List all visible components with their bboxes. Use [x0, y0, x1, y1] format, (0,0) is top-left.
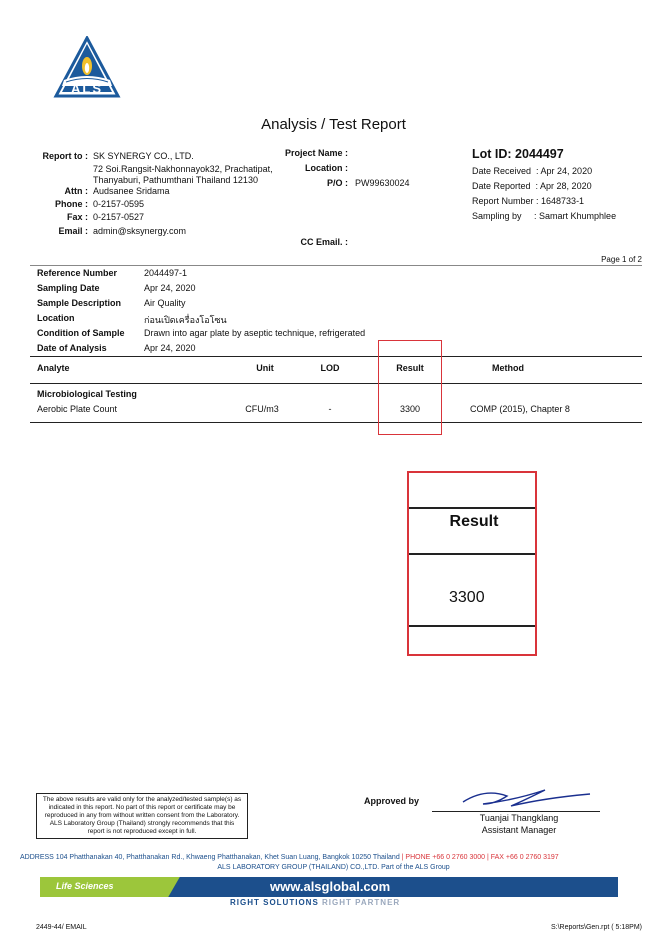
- location-info-value: ก่อนเปิดเครื่องโอโซน: [144, 315, 227, 325]
- zoom-result-value: 3300: [449, 589, 485, 606]
- logo-text: ALS: [71, 81, 103, 96]
- disclaimer-line: ALS Laboratory Group (Thailand) strongly recommends that this: [49, 820, 235, 827]
- analyte-value: Aerobic Plate Count: [37, 404, 118, 414]
- location-label: Location :: [305, 163, 348, 173]
- po-value: PW99630024: [355, 178, 410, 188]
- report-to-address1: 72 Soi.Rangsit-Nakhonnayok32, Prachatipat,: [93, 164, 273, 174]
- approver-name: Tuanjai Thangklang: [479, 813, 559, 823]
- zoom-line: [409, 625, 535, 627]
- disclaimer-line: report is not reproduced except in full.: [87, 828, 197, 835]
- als-logo: [52, 36, 122, 100]
- sampling-date-label: Sampling Date: [37, 283, 100, 293]
- condition-value: Drawn into agar plate by aseptic technique, refrigerated: [144, 328, 366, 338]
- zoom-line: [409, 553, 535, 555]
- doc-code: 2449-44/ EMAIL: [36, 924, 87, 931]
- disclaimer-line: reproduced in any from without written consent from the Laboratory.: [44, 812, 240, 819]
- location-info-label: Location: [37, 313, 75, 323]
- signature-icon: [455, 782, 595, 812]
- report-title: Analysis / Test Report: [261, 116, 406, 133]
- zoom-result-header: Result: [449, 513, 499, 530]
- page-number: Page 1 of 2: [601, 255, 642, 264]
- group-label: Microbiological Testing: [37, 389, 137, 399]
- method-value: COMP (2015), Chapter 8: [470, 404, 570, 414]
- table-header-line: [30, 383, 642, 384]
- disclaimer-line: The above results are valid only for the analyzed/tested sample(s) as: [42, 796, 242, 803]
- lot-id: Lot ID: 2044497: [472, 147, 564, 161]
- sample-description-label: Sample Description: [37, 298, 122, 308]
- footer-tagline: [230, 898, 400, 907]
- tagline-right-partner: RIGHT PARTNER: [322, 898, 401, 907]
- footer-banner: [40, 877, 618, 897]
- date-reported: Date Reported : Apr 28, 2020: [472, 181, 592, 191]
- report-number: Report Number : 1648733-1: [472, 196, 585, 206]
- approver-position: Assistant Manager: [481, 825, 557, 835]
- footer-address: [20, 854, 660, 861]
- file-path: S:\Reports\Gen.rpt ( 5:18PM): [550, 924, 642, 931]
- phone-label: Phone :: [55, 199, 88, 209]
- report-to-address2: Thanyaburi, Pathumthani Thailand 12130: [93, 175, 258, 185]
- sample-description-value: Air Quality: [144, 298, 186, 308]
- header-lod: LOD: [320, 363, 340, 373]
- sampling-date-value: Apr 24, 2020: [144, 283, 196, 293]
- header-analyte: Analyte: [37, 363, 70, 373]
- project-name-label: Project Name :: [284, 148, 348, 158]
- po-label: P/O :: [326, 178, 348, 188]
- result-highlight-box: [378, 340, 442, 435]
- life-sciences-label: Life Sciences: [56, 881, 114, 891]
- fax-value: 0-2157-0527: [93, 212, 145, 222]
- date-of-analysis-label: Date of Analysis: [37, 343, 107, 353]
- table-bottom-line: [30, 422, 642, 423]
- email-value: admin@sksynergy.com: [93, 226, 186, 236]
- website-link[interactable]: www.alsglobal.com: [270, 879, 391, 894]
- reference-number-label: Reference Number: [37, 268, 118, 278]
- header-method: Method: [492, 363, 524, 373]
- table-top-line: [30, 356, 642, 357]
- disclaimer-line: indicated in this report. No part of this report or certificate may be: [48, 804, 236, 811]
- email-label: Email :: [58, 226, 88, 236]
- result-value: 3300: [399, 404, 421, 414]
- attn-value: Audsanee Sridama: [93, 186, 170, 196]
- report-to-label: Report to :: [42, 151, 88, 161]
- divider: [30, 265, 642, 266]
- fax-label: Fax :: [66, 212, 88, 222]
- disclaimer-box: [36, 793, 248, 839]
- report-to-company: SK SYNERGY CO., LTD.: [93, 151, 194, 161]
- date-received: Date Received : Apr 24, 2020: [472, 166, 593, 176]
- tagline-right-solutions: RIGHT SOLUTIONS: [230, 898, 319, 907]
- address-value: 104 Phatthanakan 40, Phatthanakan Rd., Khwaeng Phatthanakan, Khet Suan Luang, Bangkok 10250 Thailand: [55, 854, 400, 861]
- phone-value: 0-2157-0595: [93, 199, 145, 209]
- date-of-analysis-value: Apr 24, 2020: [144, 343, 196, 353]
- attn-label: Attn :: [64, 186, 88, 196]
- footer-phone: | PHONE +66 0 2760 3000: [401, 854, 486, 861]
- header-unit: Unit: [256, 363, 274, 373]
- reference-number-value: 2044497-1: [144, 268, 188, 278]
- sampling-by: Sampling by : Samart Khumphlee: [472, 211, 617, 221]
- result-zoom-callout: [407, 471, 537, 656]
- unit-value: CFU/m3: [245, 404, 279, 414]
- lod-value: -: [328, 404, 332, 414]
- cc-email-label: CC Email. :: [300, 237, 348, 247]
- signature-line: [432, 811, 600, 812]
- header-result: Result: [396, 363, 424, 373]
- footer-fax: | FAX +66 0 2760 3197: [486, 854, 559, 861]
- footer-company: ALS LABORATORY GROUP (THAILAND) CO.,LTD. Part of the ALS Group: [217, 864, 450, 871]
- address-label: ADDRESS: [20, 854, 54, 861]
- zoom-line: [409, 507, 535, 509]
- condition-label: Condition of Sample: [37, 328, 125, 338]
- approved-by-label: Approved by: [364, 796, 420, 806]
